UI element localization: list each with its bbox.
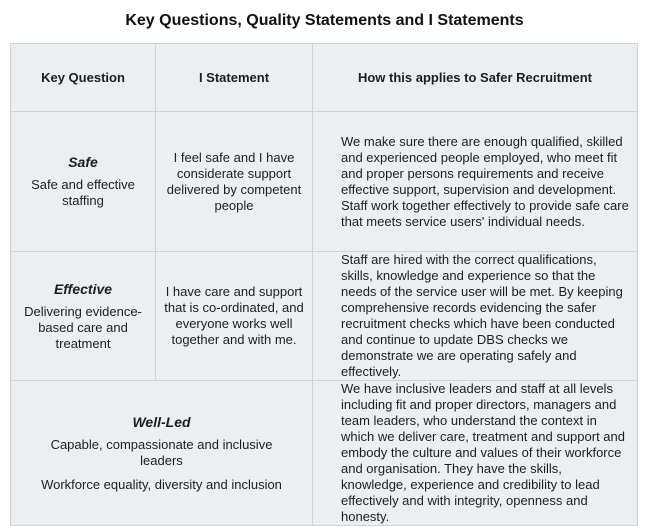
header-i-statement: I Statement <box>156 44 313 112</box>
key-questions-table <box>10 43 638 526</box>
application-cell: We have inclusive leaders and staff at all levels including fit and proper directors, managers and team leaders, who understand the context in which we deliver care, treatment and support and embody the culture and values of their workforce and organisation. They have the skills, knowledge, experience and credibility to lead effectively and with integrity, openness and honesty. <box>313 381 638 526</box>
i-statement-cell: I have care and support that is co-ordinated, and everyone works well together and with me. <box>156 252 313 381</box>
quality-statement: Delivering evidence-based care and treatment <box>24 303 142 351</box>
header-key-question: Key Question <box>11 44 156 112</box>
application-cell: Staff are hired with the correct qualifications, skills, knowledge and experience so that the needs of the service user will be met. By keeping comprehensive records evidencing the safer recruitment checks which have been conducted and continue to update DBS checks we demonstrate we are operating safely and effectively. <box>313 252 638 381</box>
i-statement-cell: I feel safe and I have considerate support delivered by competent people <box>156 112 313 252</box>
key-question: Well-Led <box>132 413 191 430</box>
application-cell: We make sure there are enough qualified, skilled and experienced people employed, who meet fit and proper persons requirements and receive effective support, supervision and development. Staff work together effectively to provide safe care that meets service users' individual needs. <box>313 112 638 252</box>
key-question-cell <box>11 252 156 381</box>
key-question-cell <box>11 381 313 526</box>
quality-statement: Safe and effective staffing <box>31 177 135 208</box>
key-question: Effective <box>53 280 113 297</box>
table-row <box>11 252 638 381</box>
quality-statement: Capable, compassionate and inclusive leaders <box>50 436 273 468</box>
key-question: Safe <box>68 154 98 170</box>
header-application: How this applies to Safer Recruitment <box>313 44 638 112</box>
table-row <box>11 381 638 526</box>
table-header-row <box>11 44 638 112</box>
page-title: Key Questions, Quality Statements and I Statements <box>125 12 524 29</box>
quality-statement: Workforce equality, diversity and inclusion <box>41 476 282 492</box>
table-row <box>11 112 638 252</box>
key-question-cell <box>11 112 156 252</box>
